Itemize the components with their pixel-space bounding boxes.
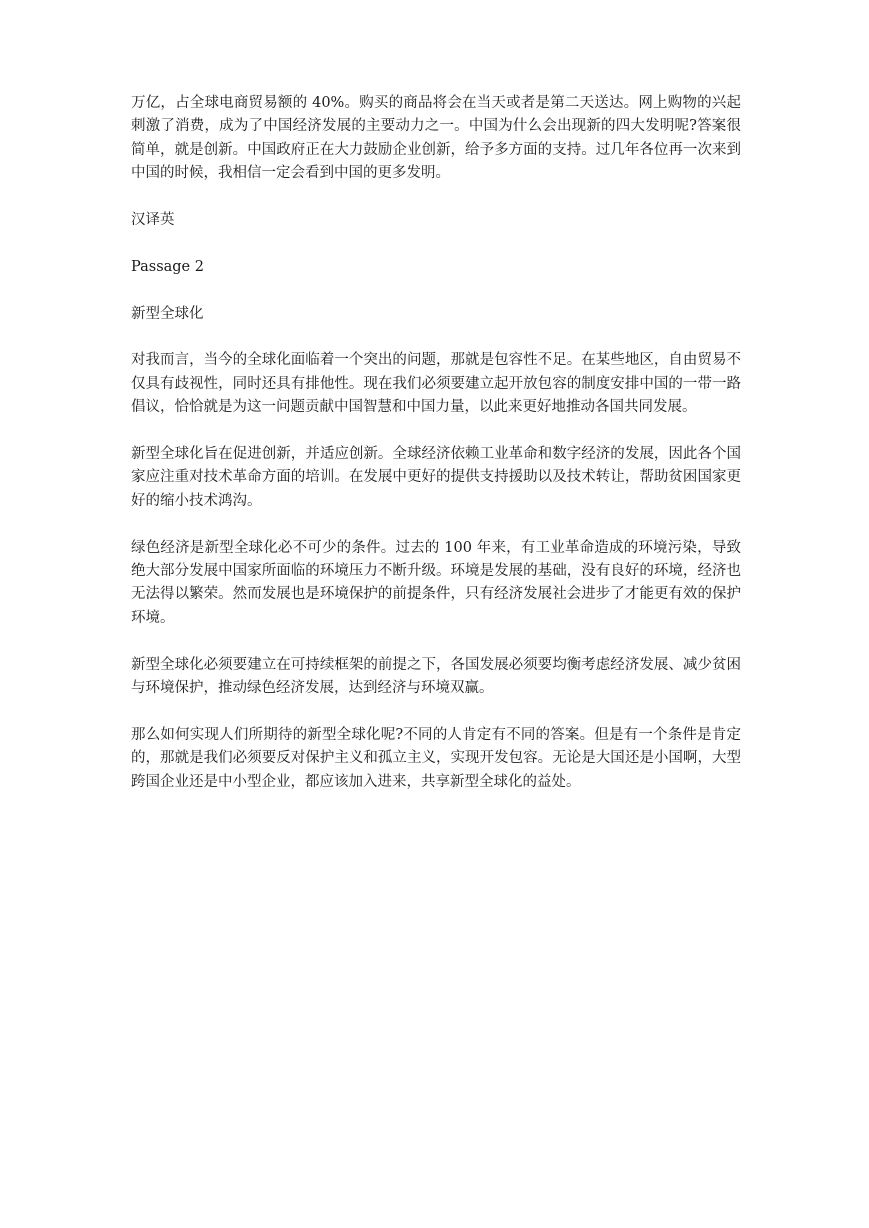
body-paragraph-5: 那么如何实现人们所期待的新型全球化呢?不同的人肯定有不同的答案。但是有一个条件是肯定的，那就是我们必须要反对保护主义和孤立主义，实现开发包容。无论是大国还是小国啊，大型跨国企业还是中小型企业，都应该加入进来，共享新型全球化的益处。: [131, 726, 741, 790]
passage-label: Passage 2: [131, 258, 204, 275]
body-paragraph-2: 新型全球化旨在促进创新，并适应创新。全球经济依赖工业革命和数字经济的发展，因此各个国家应注重对技术革命方面的培训。在发展中更好的提供支持援助以及技术转让，帮助贫困国家更好的缩小技术鸿沟。: [131, 446, 741, 509]
body-paragraph-1: 对我而言，当今的全球化面临着一个突出的问题，那就是包容性不足。在某些地区，自由贸易不仅具有歧视性，同时还具有排他性。现在我们必须要建立起开放包容的制度安排中国的一带一路倡议，恰恰就是为这一问题贡献中国智慧和中国力量，以此来更好地推动各国共同发展。: [131, 352, 741, 416]
body-paragraph-3: 绿色经济是新型全球化必不可少的条件。过去的 100 年来，有工业革命造成的环境污染，导致绝大部分发展中国家所面临的环境压力不断升级。环境是发展的基础，没有良好的环境，经济也无法得以繁荣。然而发展也是环境保护的前提条件，只有经济发展社会进步了才能更有效的保护环境。: [131, 539, 741, 626]
intro-paragraph: 万亿，占全球电商贸易额的 40%。购买的商品将会在当天或者是第二天送达。网上购物的兴起刺激了消费，成为了中国经济发展的主要动力之一。中国为什么会出现新的四大发明呢?答案很简单，就是创新。中国政府正在大力鼓励企业创新，给予多方面的支持。过几年各位再一次来到中国的时候，我相信一定会看到中国的更多发明。: [131, 95, 741, 182]
section-label: 汉译英: [131, 212, 175, 229]
document-page: [131, 92, 741, 817]
passage-title: 新型全球化: [131, 305, 204, 322]
body-paragraph-4: 新型全球化必须要建立在可持续框架的前提之下，各国发展必须要均衡考虑经济发展、减少贫困与环境保护，推动绿色经济发展，达到经济与环境双赢。: [131, 656, 741, 697]
